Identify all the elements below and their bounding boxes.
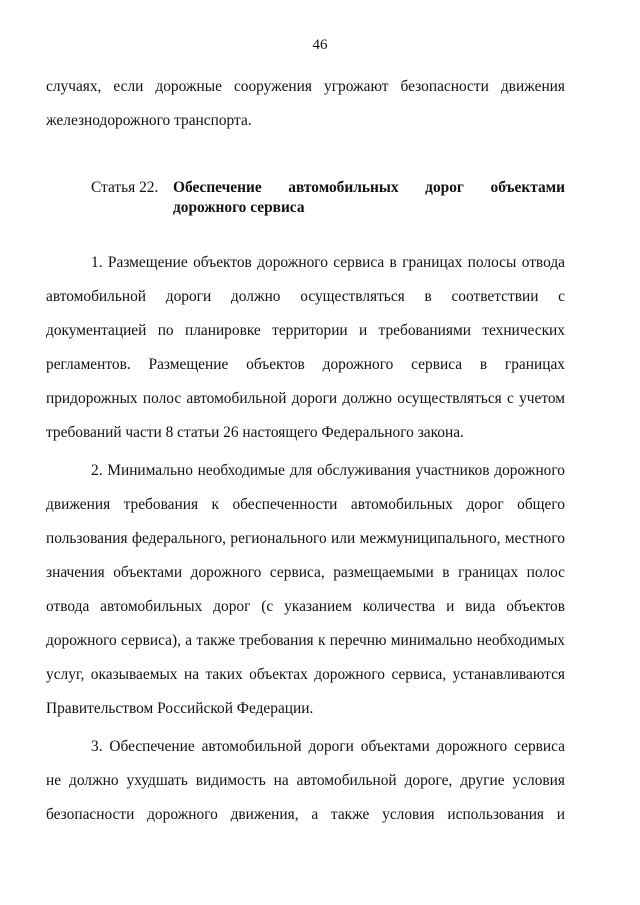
intro-line-1: случаях, если дорожные сооружения угрожают безопасности движения (46, 78, 565, 95)
paragraph-2: 2. Минимально необходимые для обслуживания участников дорожного движения требования к обеспеченности автомобильных дорог общего пользования федерального, регионального или межмуниципального, местного значения объектами дорожного сервиса, размещаемыми в границах полос отвода автомобильных дорог (с указанием количества и вида объектов дорожного сервиса), а также требования к перечню минимально необходимых услуг, оказываемых на таких объектах дорожного сервиса, устанавливаются Правительством Российской Федерации. (46, 462, 565, 717)
paragraph-1: 1. Размещение объектов дорожного сервиса в границах полосы отвода автомобильной дороги должно осуществляться в соответствии с документацией по планировке территории и требованиями технических регламентов. Размещение объектов дорожного сервиса в границах придорожных полос автомобильной дороги должно осуществляться с учетом требований части 8 статьи 26 настоящего Федерального закона. (46, 254, 565, 441)
paragraph-3-block (46, 730, 565, 832)
article-title (173, 178, 565, 218)
article-title-line-2: дорожного сервиса (173, 199, 305, 216)
article-heading (91, 178, 565, 218)
paragraph-3: 3. Обеспечение автомобильной дороги объектами дорожного сервиса не должно ухудшать видимость на автомобильной дороге, другие условия безопасности дорожного движения, а также условия использования и (46, 738, 565, 823)
intro-text (46, 70, 565, 138)
paragraph-2-block (46, 454, 565, 726)
article-title-line-1: Обеспечение автомобильных дорог объектами (173, 179, 565, 196)
page-number: 46 (312, 37, 328, 53)
intro-line-2: железнодорожного транспорта. (46, 112, 252, 129)
paragraph-1-block (46, 246, 565, 450)
article-label: Статья 22. (91, 179, 159, 196)
